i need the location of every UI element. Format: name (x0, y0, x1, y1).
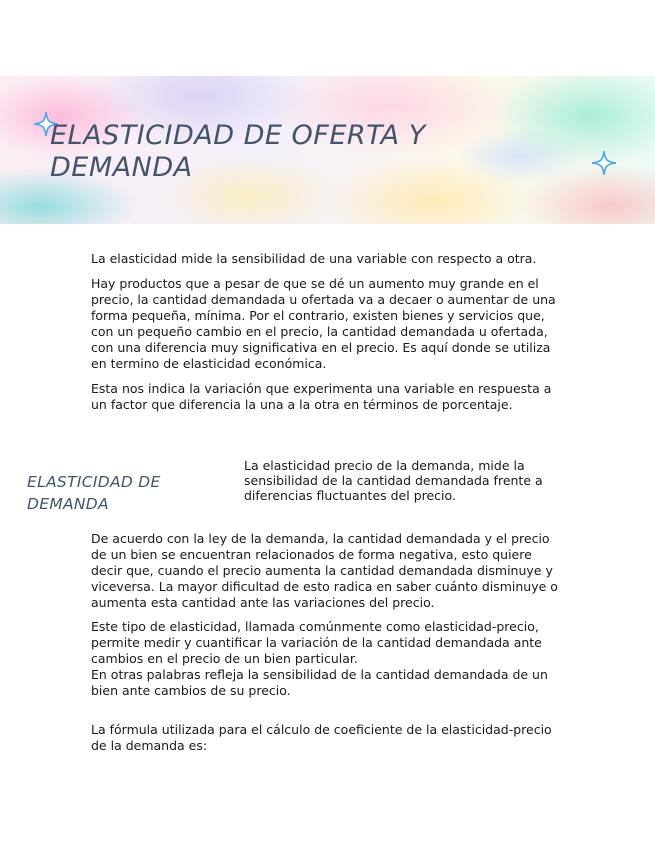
demand-paragraph-2a: Este tipo de elasticidad, llamada comúnmente como elasticidad-precio, permite medir y cuantificar la variación de la cantidad demandada ante cambios en el precio de un bien particular. (91, 619, 542, 666)
intro-paragraph-1: La elasticidad mide la sensibilidad de una variable con respecto a otra. (91, 251, 537, 266)
demand-paragraph-2 (91, 619, 566, 699)
demand-paragraph-3: La fórmula utilizada para el cálculo de coeficiente de la elasticidad-precio de la demanda es: (91, 722, 552, 753)
intro-paragraph-2: Hay productos que a pesar de que se dé un aumento muy grande en el precio, la cantidad demandada u ofertada va a decaer o aumentar de una forma pequeña, mínima. Por el contrario, existen bienes y servicios que, con un pequeño cambio en el precio, la cantidad demandada u ofertada, con una diferencia muy significativa en el precio. Es aquí donde se utiliza en termino de elasticidad económica. (91, 276, 556, 371)
intro-paragraph-3: Esta nos indica la variación que experimenta una variable en respuesta a un factor que diferencia la una a la otra en términos de porcentaje. (91, 381, 552, 412)
section-heading-demand: ELASTICIDAD DE DEMANDA (27, 473, 161, 513)
header-banner (0, 76, 655, 224)
demand-paragraph-1: De acuerdo con la ley de la demanda, la cantidad demandada y el precio de un bien se encuentran relacionados de forma negativa, esto quiere decir que, cuando el precio aumenta la cantidad demandada disminuye y viceversa. La mayor dificultad de esto radica en saber cuánto disminuye o aumenta esta cantidad ante las variaciones del precio. (91, 531, 558, 610)
demand-side-text: La elasticidad precio de la demanda, mide la sensibilidad de la cantidad demandada frente a diferencias fluctuantes del precio. (244, 458, 543, 503)
page-title: ELASTICIDAD DE OFERTA Y DEMANDA (50, 120, 426, 183)
sparkle-icon (592, 151, 616, 175)
demand-paragraph-2b: En otras palabras refleja la sensibilidad de la cantidad demandada de un bien ante cambios de su precio. (91, 667, 548, 698)
